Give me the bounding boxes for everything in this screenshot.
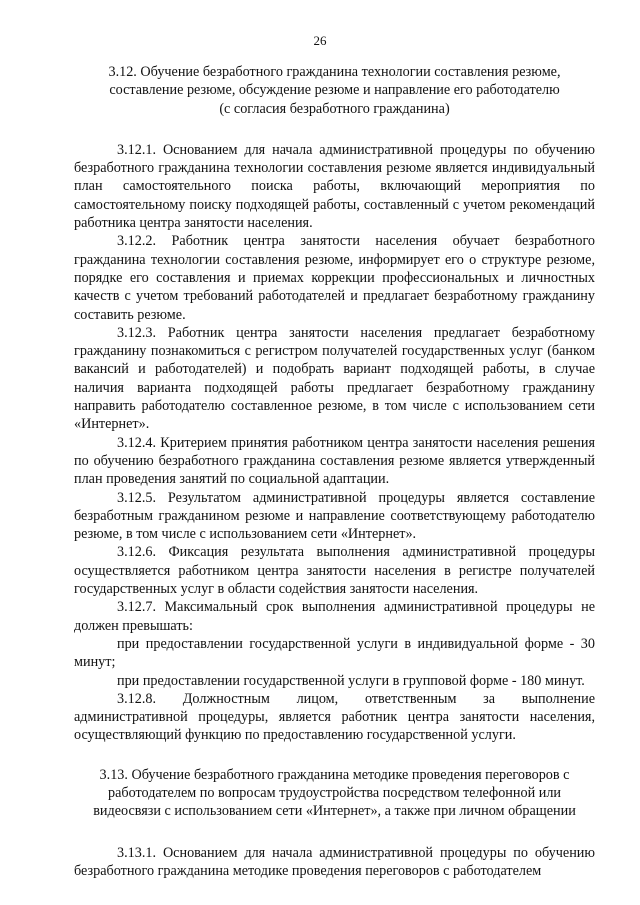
document-body <box>74 63 595 880</box>
page-number: 26 <box>313 33 327 48</box>
paragraph-3-12-7: 3.12.7. Максимальный срок выполнения административной процедуры не должен превышать: <box>74 599 595 634</box>
paragraph-3-12-8: 3.12.8. Должностным лицом, ответственным за выполнение административной процедуры, является работник центра занятости населения, осуществляющий функцию по предоставлению государственной услуги. <box>74 690 595 744</box>
section-title-line: 3.13. Обучение безработного гражданина методике проведения переговоров с <box>99 766 570 783</box>
section-title-line: (с согласия безработного гражданина) <box>219 100 450 117</box>
section-title-3-13 <box>74 766 595 821</box>
paragraph-3-12-1: 3.12.1. Основанием для начала административной процедуры по обучению безработного гражданина технологии составления резюме является индивидуальный план самостоятельного поиска работы, включающий мероприятия по самостоятельному поиску подходящей работы, составленный с учетом рекомендаций работника центра занятости населения. <box>74 141 595 232</box>
section-title-3-12 <box>74 63 595 118</box>
paragraph-3-12-6: 3.12.6. Фиксация результата выполнения административной процедуры осуществляется работником центра занятости населения в регистре получателей государственных услуг в области содействия занятости населения. <box>74 544 595 598</box>
paragraph-group-form: при предоставлении государственной услуги в групповой форме - 180 минут. <box>117 672 585 689</box>
section-title-line: 3.12. Обучение безработного гражданина технологии составления резюме, <box>108 64 561 80</box>
paragraph-3-13-1: 3.13.1. Основанием для начала административной процедуры по обучению безработного гражданина методике проведения переговоров с работодателем <box>74 844 595 879</box>
paragraph-3-12-3: 3.12.3. Работник центра занятости населения предлагает безработному гражданину познакомиться с регистром получателей государственных услуг (банком вакансий и работодателей) и подобрать вариант подходящей работы, в случае наличия варианта подходящей работы предлагает безработному гражданину направить работодателю составленное резюме, в том числе с использованием сети «Интернет». <box>74 324 595 433</box>
paragraph-individual-form: при предоставлении государственной услуги в индивидуальной форме - 30 минут; <box>74 635 595 671</box>
paragraph-3-12-4: 3.12.4. Критерием принятия работником центра занятости населения решения по обучению безработного гражданина составления резюме является утвержденный план проведения занятий по социальной адаптации. <box>74 434 595 488</box>
section-title-line: работодателем по вопросам трудоустройства посредством телефонной или <box>108 784 561 801</box>
paragraph-3-12-2: 3.12.2. Работник центра занятости населения обучает безработного гражданина технологии составления резюме, информирует его о структуре резюме, порядке его составления и приемах коррекции профессиональных и личностных качеств с учетом требований работодателей и предлагает безработному гражданину составить резюме. <box>74 233 595 323</box>
paragraph-3-12-5: 3.12.5. Результатом административной процедуры является составление безработным гражданином резюме и направление соответствующему работодателю резюме, в том числе с использованием сети «Интернет». <box>74 489 595 543</box>
section-title-line: видеосвязи с использованием сети «Интернет», а также при личном обращении <box>93 803 576 820</box>
section-title-line: составление резюме, обсуждение резюме и направление его работодателю <box>109 82 560 99</box>
